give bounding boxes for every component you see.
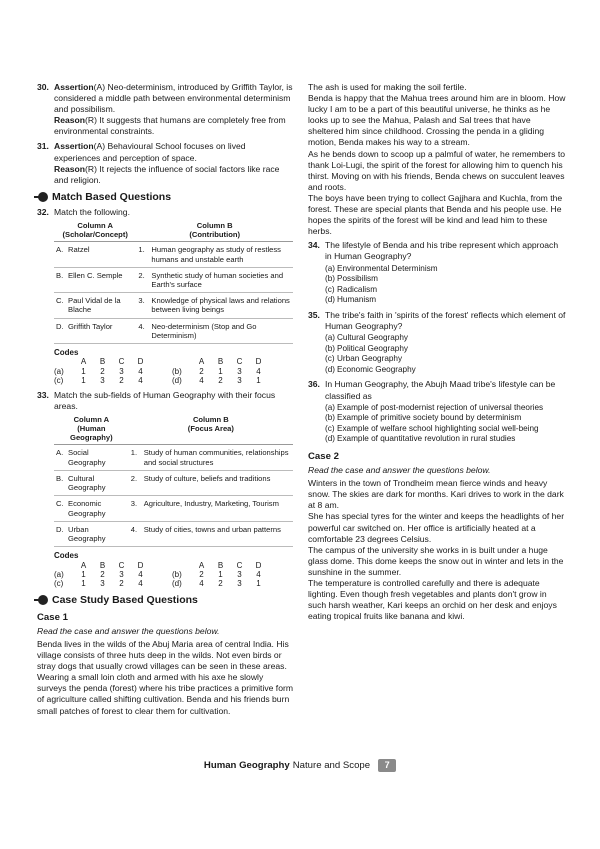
- left-column: [37, 82, 293, 717]
- codes-row: (c) 1 3 2 4 (d) 4 2 3 1: [54, 579, 261, 589]
- footer-chapter-bold: Human Geography: [203, 760, 290, 771]
- question-number: 34.: [308, 240, 320, 251]
- table-row: D. Griffith Taylor 4. Neo-determinism (Stop and Go Determinism): [54, 318, 293, 343]
- option: (c) Radicalism: [325, 284, 378, 294]
- case-1-passage: [37, 639, 293, 717]
- option: (b) Possibilism: [325, 274, 378, 284]
- codes-block: Codes A B C D A B C D (a) 1 2 3 4 (b) 2 1 3 4 (c) 1 3 2 4 (d) 4 2 3 1: [54, 348, 293, 386]
- question-30: [37, 82, 293, 137]
- option: (c) Urban Geography: [325, 354, 403, 364]
- match-table: [54, 220, 293, 344]
- column-b-header: Column B (Contribution): [136, 220, 293, 242]
- question-text: Match the sub-fields of Human Geography with their focus areas.: [54, 389, 276, 411]
- codes-head-row: A B C D A B C D: [80, 357, 262, 367]
- table-row: B. Ellen C. Semple 2. Synthetic study of human societies and Earth's surface: [54, 267, 293, 292]
- option: (a) Cultural Geography: [325, 333, 408, 343]
- paragraph: Benda lives in the wilds of the Abuj Maria area of central India. His village consists of three huts deep in the wilds. Not even birds or stray dogs that usually crowd villages can be seen in these areas. Wearing a small loin cloth and armed with his axe he slowly surveys the penda (forest) where his tribe practices a primitive form of agriculture called shifting cultivation. Benda and his friends burn small patches of forest to clear them for cultivation.: [37, 639, 293, 716]
- question-number: 30.: [37, 82, 49, 92]
- option: (d) Economic Geography: [325, 364, 416, 374]
- table-header: [54, 220, 293, 242]
- question-text: Match the following.: [54, 206, 130, 217]
- footer-chapter-rest: Nature and Scope: [292, 760, 371, 771]
- codes-head-row: A B C D A B C D: [80, 560, 262, 570]
- option: (b) Example of primitive society bound by determinism: [325, 413, 522, 423]
- options: [325, 403, 566, 445]
- paragraph: She has special tyres for the winter and keeps the headlights of her powerful car switched on. Her office is artificially heated at a comfortable 23 degrees Celsius.: [308, 511, 565, 544]
- reason: Reason(R) It rejects the influence of social factors like race and religion.: [54, 163, 280, 185]
- section-bullet-icon: [34, 595, 48, 605]
- option: (d) Example of quantitative revolution in rural studies: [325, 434, 516, 444]
- question-34: [308, 240, 566, 306]
- case-1-instruction: Read the case and answer the questions below.: [37, 625, 220, 636]
- case-2-passage: [308, 478, 566, 622]
- assertion: Assertion(A) Behavioural School focuses on lived experiences and perception of space.: [54, 141, 246, 163]
- section-heading-case-study: Case Study Based Questions: [34, 595, 293, 606]
- assertion: Assertion(A) Neo-determinism, introduced by Griffith Taylor, is considered a middle path between environmental determinism and possibilism.: [54, 82, 293, 115]
- column-a-header: Column A (Scholar/Concept): [54, 220, 136, 242]
- section-bullet-icon: [34, 192, 48, 202]
- page-footer: [0, 759, 600, 772]
- question-number: 33.: [37, 389, 49, 400]
- question-number: 31.: [37, 141, 49, 152]
- case-2-instruction: Read the case and answer the questions below.: [308, 465, 491, 476]
- question-33: [37, 390, 293, 589]
- page-number: 7: [378, 759, 396, 772]
- option: (d) Humanism: [325, 295, 377, 305]
- right-column: [308, 82, 566, 622]
- codes-block: Codes A B C D A B C D (a) 1 2 3 4 (b) 2 1 3 4 (c) 1 3 2 4 (d) 4 2 3 1: [54, 551, 293, 589]
- question-32: [37, 207, 293, 386]
- question-number: 35.: [308, 309, 320, 320]
- table-row: C. Economic Geography 3. Agriculture, Industry, Marketing, Tourism: [54, 496, 293, 521]
- question-number: 36.: [308, 379, 320, 390]
- match-table: [54, 414, 293, 547]
- paragraph: Winters in the town of Trondheim mean fierce winds and heavy snow. The skies are dark for months. Kari drives to work in the dark at 8 am.: [308, 478, 564, 511]
- option: (c) Example of welfare school highlighting social well-being: [325, 423, 539, 433]
- codes-row: (a) 1 2 3 4 (b) 2 1 3 4: [54, 366, 261, 376]
- paragraph: The campus of the university she works in is built under a huge glass dome. This dome keeps the snow out in winter and lets in the sunshine in the summer.: [308, 544, 564, 577]
- question-text: In Human Geography, the Abujh Maad tribe's lifestyle can be classified as: [325, 379, 556, 401]
- option: (a) Environmental Determinism: [325, 263, 438, 273]
- section-heading-match: Match Based Questions: [34, 192, 293, 203]
- table-row: A. Ratzel 1. Human geography as study of restless humans and unstable earth: [54, 242, 293, 267]
- case-1-passage-continued: [308, 82, 566, 237]
- table-row: D. Urban Geography 4. Study of cities, towns and urban patterns: [54, 521, 293, 546]
- table-row: C. Paul Vidal de la Blache 3. Knowledge of physical laws and relations between living beings: [54, 293, 293, 318]
- question-31: [37, 141, 293, 185]
- paragraph: Benda is happy that the Mahua trees around him are in bloom. How lucky I am to be a part of this beautiful universe, he thinks as he looks up to see the Mahua, Palash and Sal trees that have sheltered him since childhood. Crossing the penda in a gliding motion, Benda makes his way to a stream.: [308, 93, 566, 148]
- table-row: A. Social Geography 1. Study of human communities, relationships and social structures: [54, 445, 293, 470]
- paragraph: The boys have been trying to collect Gajjhara and Kuchla, from the forest. These are special plants that Benda and his people use. He hopes the spirits of the forest will be kind and lead him to these herbs.: [308, 192, 563, 237]
- option: (b) Political Geography: [325, 343, 408, 353]
- table-row: B. Cultural Geography 2. Study of culture, beliefs and traditions: [54, 470, 293, 495]
- column-b-header: Column B (Focus Area): [129, 414, 293, 445]
- question-text: The lifestyle of Benda and his tribe represent which approach in Human Geography?: [325, 240, 559, 262]
- question-number: 32.: [37, 206, 49, 217]
- question-text: The tribe's faith in 'spirits of the forest' reflects which element of Human Geography?: [325, 309, 566, 331]
- codes-row: (a) 1 2 3 4 (b) 2 1 3 4: [54, 569, 261, 579]
- options: [325, 264, 566, 306]
- paragraph: The ash is used for making the soil fertile.: [308, 82, 467, 92]
- question-35: [308, 310, 566, 376]
- case-1-title: Case 1: [37, 611, 68, 623]
- table-header: [54, 414, 293, 445]
- paragraph: The temperature is controlled carefully and there is adequate lighting. Even though fresh vegetables and plants don't grow in such harsh weather, Kari keeps an orchid on her desk and enjoys eating tropical fruits like banana and kiwi.: [308, 578, 557, 622]
- options: [325, 333, 566, 375]
- question-36: [308, 379, 566, 445]
- option: (a) Example of post-modernist rejection of universal theories: [325, 402, 544, 412]
- column-a-header: Column A (Human Geography): [54, 414, 129, 445]
- codes-row: (c) 1 3 2 4 (d) 4 2 3 1: [54, 376, 261, 386]
- reason: Reason(R) It suggests that humans are completely free from environmental constraints.: [54, 115, 286, 137]
- case-2-title: Case 2: [308, 451, 339, 462]
- paragraph: As he bends down to scoop up a palmful of water, he remembers to thank Loi-Lugi, the spirit of the forest for allowing him to quench his thirst. Moving on with his friends, Benda chews on succulent leaves and roots.: [308, 148, 566, 192]
